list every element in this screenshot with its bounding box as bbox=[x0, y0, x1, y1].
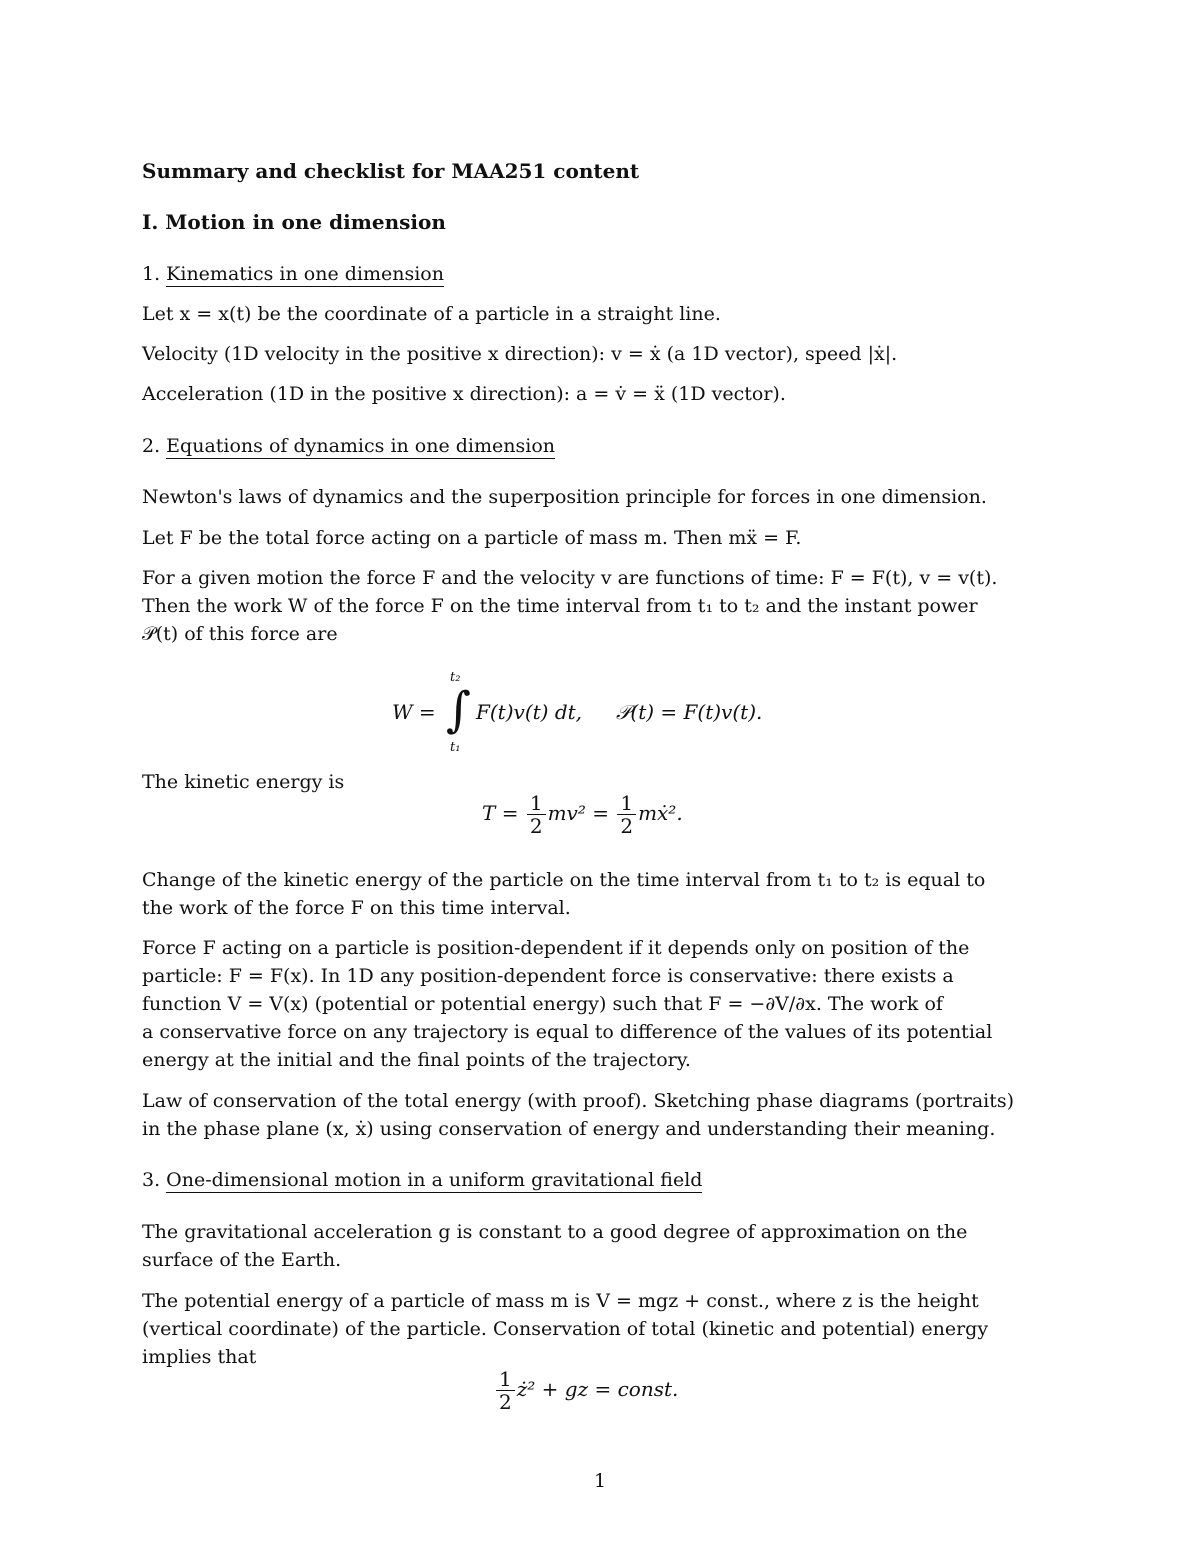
paragraph-line: 𝒫(t) of this force are bbox=[142, 623, 338, 645]
subsection-title: Equations of dynamics in one dimension bbox=[166, 435, 555, 457]
subsection-heading-2 bbox=[142, 432, 555, 460]
paragraph-line: The kinetic energy is bbox=[142, 771, 345, 793]
paragraph-line: Law of conservation of the total energy (with proof). Sketching phase diagrams (portraits) bbox=[142, 1090, 1015, 1112]
page-number: 1 bbox=[593, 1470, 607, 1492]
paragraph-line: For a given motion the force F and the velocity v are functions of time: F = F(t), v = v(t). bbox=[142, 567, 998, 589]
paragraph-line: Acceleration (1D in the positive x direction): a = v̇ = ẍ (1D vector). bbox=[142, 383, 786, 405]
document-title: Summary and checklist for MAA251 content bbox=[142, 159, 640, 183]
paragraph-line: Change of the kinetic energy of the particle on the time interval from t₁ to t₂ is equal to bbox=[142, 869, 986, 891]
subsection-number: 1. bbox=[142, 263, 167, 285]
equation-rest: ż² + gz = const. bbox=[516, 1377, 679, 1401]
paragraph-line: in the phase plane (x, ẋ) using conservation of energy and understanding their meaning. bbox=[142, 1118, 996, 1140]
work-equation bbox=[392, 670, 812, 760]
equation-lhs: T = bbox=[482, 801, 519, 825]
fraction-half: $\frac{1}{2}$ bbox=[617, 792, 636, 837]
paragraph-line: particle: F = F(x). In 1D any position-dependent force is conservative: there exists a bbox=[142, 965, 954, 987]
paragraph-line: implies that bbox=[142, 1346, 257, 1368]
subsection-number: 3. bbox=[142, 1169, 167, 1191]
equation-middle: mv² = bbox=[547, 801, 609, 825]
subsection-title: One-dimensional motion in a uniform gravitational field bbox=[166, 1169, 703, 1191]
kinetic-energy-equation bbox=[482, 792, 683, 837]
paragraph-line: (vertical coordinate) of the particle. Conservation of total (kinetic and potential) energy bbox=[142, 1318, 989, 1340]
integral-lower-limit: t₁ bbox=[450, 740, 461, 755]
paragraph-line: The potential energy of a particle of mass m is V = mgz + const., where z is the height bbox=[142, 1290, 979, 1312]
integrand: F(t)v(t) dt, bbox=[476, 700, 583, 724]
integral-upper-limit: t₂ bbox=[450, 670, 461, 685]
paragraph-line: the work of the force F on this time interval. bbox=[142, 897, 571, 919]
subsection-heading-3 bbox=[142, 1166, 702, 1194]
energy-conservation-equation bbox=[494, 1368, 678, 1413]
subsection-number: 2. bbox=[142, 435, 167, 457]
fraction-half: $\frac{1}{2}$ bbox=[496, 1368, 515, 1413]
paragraph-line: surface of the Earth. bbox=[142, 1249, 342, 1271]
paragraph-line: The gravitational acceleration g is constant to a good degree of approximation on the bbox=[142, 1221, 968, 1243]
integral-sign: ∫ bbox=[446, 682, 472, 738]
paragraph-line: Force F acting on a particle is position-dependent if it depends only on position of the bbox=[142, 937, 970, 959]
section-heading: I. Motion in one dimension bbox=[142, 210, 446, 234]
paragraph-line: a conservative force on any trajectory is equal to difference of the values of its potential bbox=[142, 1021, 993, 1043]
fraction-half: $\frac{1}{2}$ bbox=[527, 792, 546, 837]
paragraph-line: Let x = x(t) be the coordinate of a particle in a straight line. bbox=[142, 303, 721, 325]
paragraph-line: Let F be the total force acting on a particle of mass m. Then mẍ = F. bbox=[142, 527, 802, 549]
subsection-heading-1 bbox=[142, 260, 444, 288]
subsection-title: Kinematics in one dimension bbox=[166, 263, 444, 285]
paragraph-line: Then the work W of the force F on the time interval from t₁ to t₂ and the instant power bbox=[142, 595, 978, 617]
paragraph-line: Velocity (1D velocity in the positive x direction): v = ẋ (a 1D vector), speed |ẋ|. bbox=[142, 343, 898, 365]
equation-end: mẋ². bbox=[638, 801, 683, 825]
equation-lhs: W = bbox=[392, 700, 436, 724]
paragraph-line: Newton's laws of dynamics and the superposition principle for forces in one dimension. bbox=[142, 486, 987, 508]
paragraph-line: function V = V(x) (potential or potential energy) such that F = −∂V/∂x. The work of bbox=[142, 993, 943, 1015]
paragraph-line: energy at the initial and the final points of the trajectory. bbox=[142, 1049, 691, 1071]
power-expression: 𝒫(t) = F(t)v(t). bbox=[616, 700, 763, 724]
